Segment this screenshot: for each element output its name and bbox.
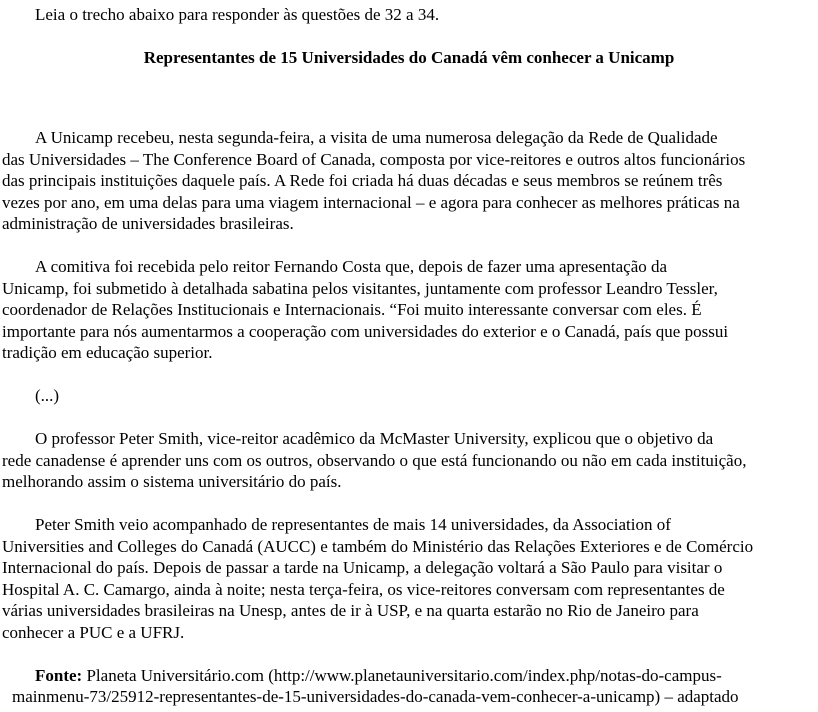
instruction-text: Leia o trecho abaixo para responder às questões de 32 a 34.	[35, 5, 440, 24]
source-text: Planeta Universitário.com (http://www.planetauniversitario.com/index.php/notas-do-campus-	[82, 665, 722, 685]
text-line: coordenador de Relações Institucionais e Internacionais. “Foi muito interessante conversar com eles. É	[2, 300, 702, 319]
text-line: Universities and Colleges do Canadá (AUCC) e também do Ministério das Relações Exteriores e de Comércio	[2, 536, 754, 556]
paragraph-2	[2, 256, 816, 364]
text-line: (...)	[35, 386, 60, 405]
text-line: tradição em educação superior.	[2, 343, 213, 362]
source-reference	[2, 665, 816, 708]
article-title: Representantes de 15 Universidades do Canadá vêm conhecer a Unicamp	[143, 48, 675, 67]
paragraph-ellipsis	[2, 385, 816, 407]
text-line: A comitiva foi recebida pelo reitor Fernando Costa que, depois de fazer uma apresentação da	[35, 257, 668, 276]
paragraph-4	[2, 514, 816, 643]
text-line: importante para nós aumentarmos a cooperação com universidades do exterior e o Canadá, país que possui	[2, 321, 729, 341]
text-line	[2, 665, 816, 687]
text-line: rede canadense é aprender uns com os outros, observando o que está funcionando ou não em cada instituição,	[2, 450, 747, 470]
text-line: Hospital A. C. Camargo, ainda à noite; nesta terça-feira, os vice-reitores conversam com representantes de	[2, 579, 725, 599]
text-line: várias universidades brasileiras na Unesp, antes de ir à USP, e na quarta estarão no Rio de Janeiro para	[2, 601, 699, 620]
text-line: mainmenu-73/25912-representantes-de-15-universidades-do-canada-vem-conhecer-a-unicamp) – adaptado	[12, 687, 739, 706]
text-line: Unicamp, foi submetido à detalhada sabatina pelos visitantes, juntamente com professor Leandro Tessler,	[2, 278, 718, 298]
text-line: administração de universidades brasileiras.	[2, 214, 294, 233]
text-line: das principais instituições daquele país. A Rede foi criada há duas décadas e seus membros se reúnem três	[2, 171, 723, 190]
paragraph-1	[2, 127, 816, 235]
text-line: vezes por ano, em uma delas para uma viagem internacional – e agora para conhecer as melhores práticas na	[2, 192, 740, 212]
text-line: Internacional do país. Depois de passar a tarde na Unicamp, a delegação voltará a São Paulo para visitar o	[2, 558, 723, 577]
text-line: melhorando assim o sistema universitário do país.	[2, 472, 342, 491]
text-line: O professor Peter Smith, vice-reitor acadêmico da McMaster University, explicou que o objetivo da	[35, 429, 714, 448]
text-line: A Unicamp recebeu, nesta segunda-feira, a visita de uma numerosa delegação da Rede de Qualidade	[35, 128, 718, 147]
text-line: Peter Smith veio acompanhado de representantes de mais 14 universidades, da Association of	[35, 515, 671, 534]
source-label: Fonte:	[35, 665, 83, 685]
text-line: conhecer a PUC e a UFRJ.	[2, 622, 185, 642]
text-line: das Universidades – The Conference Board of Canada, composta por vice-reitores e outros altos funcionários	[2, 149, 746, 169]
paragraph-3	[2, 428, 816, 493]
